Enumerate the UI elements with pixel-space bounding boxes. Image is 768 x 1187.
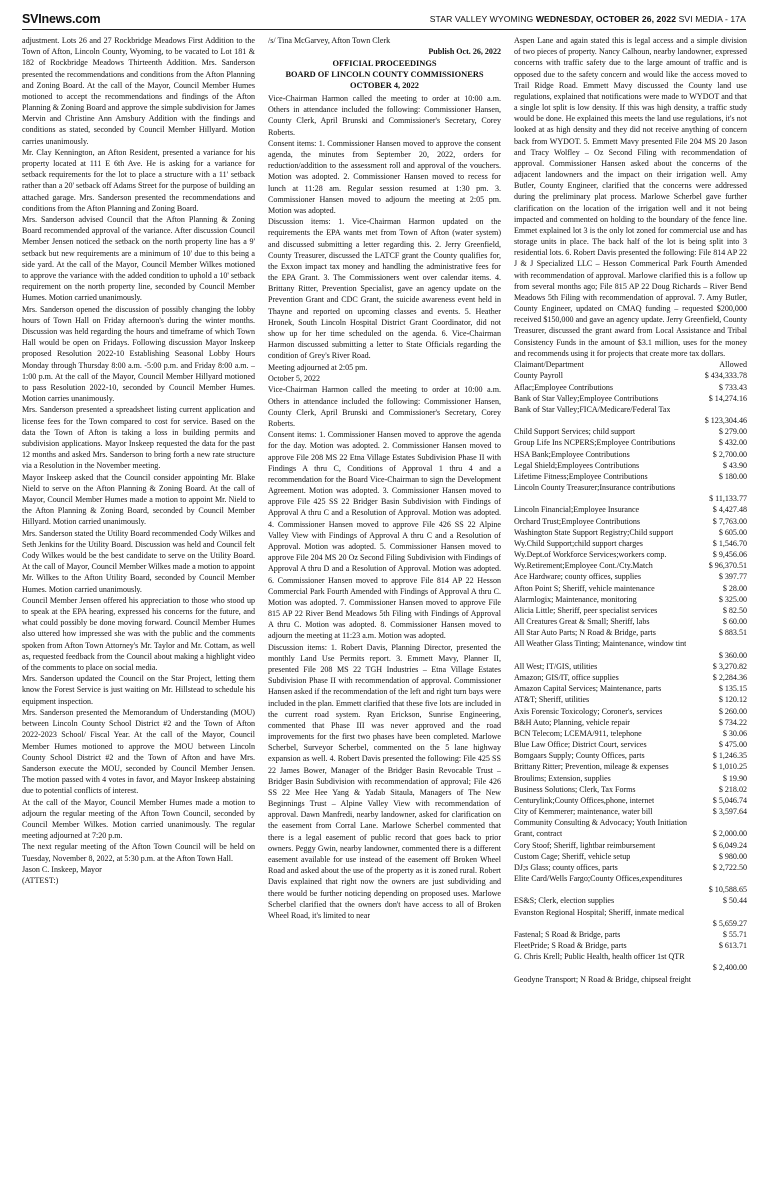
claim-name: Bank of Star Valley;FICA/Medicare/Federal Tax	[514, 404, 671, 414]
claim-row	[514, 940, 747, 951]
folio-section: SVI MEDIA - 17A	[678, 13, 746, 24]
publish-date: Publish Oct. 26, 2022	[428, 47, 501, 57]
claim-row	[514, 828, 747, 839]
claim-amount: $ 4,427.48	[712, 505, 747, 515]
claim-amount: $ 120.12	[718, 695, 747, 705]
claim-name: AT&T; Sheriff, utilities	[514, 695, 590, 705]
claim-amount: $ 980.00	[718, 851, 747, 861]
masthead	[22, 8, 746, 30]
claim-name: Axis Forensic Toxicology; Coroner's, services	[514, 706, 663, 716]
claim-name: Bank of Star Valley;Employee Contributions	[514, 393, 659, 403]
claims-header	[514, 359, 747, 370]
claims-list	[514, 359, 747, 985]
claim-row	[514, 717, 747, 728]
claim-name: Grant, contract	[514, 829, 563, 839]
claim-row	[514, 638, 747, 649]
claim-row	[514, 773, 747, 784]
claim-row	[514, 862, 747, 873]
claim-amount: $ 30.06	[722, 728, 747, 738]
claim-amount	[744, 482, 747, 493]
paragraph: Discussion items: 1. Vice-Chairman Harmon updated on the requirements the EPA wants met from Town of Afton (water system) and discussed submitting a letter regarding this. 2. Jerry Greenfield, County Treasurer, discussed the LATCF grant the County qualifies for, the Exxon impact tax money and handling the administrative fees for the EPA Grant. 3. The Commissioners went over calendar items. 4. Brittany Ritter, Prevention Specialist, gave an agency update on the Prevention Grant and CDC Grant, the suicide awareness event held in Thayne and reported on upcoming classes and events. 5. Heather Hronek, South Lincoln Hospital District Grant Coordinator, did not show up for her time scheduled on the agenda. 6. Vice-Chairman Harmon discussed submitting a letter to State Officials regarding the condition of Grey's River Road.	[268, 217, 501, 361]
claim-name: All Star Auto Parts; N Road & Bridge, parts	[514, 628, 656, 638]
claim-amount: $ 434,333.78	[704, 371, 747, 381]
claim-row	[514, 706, 747, 717]
claims-header-allowed: Allowed	[719, 360, 747, 370]
claim-row	[514, 784, 747, 795]
column-3	[514, 35, 747, 1177]
claim-amount: $ 218.02	[718, 784, 747, 794]
column-2	[268, 35, 501, 1177]
claim-amount: $ 2,722.50	[712, 862, 747, 872]
claim-name: City of Kemmerer; maintenance, water bill	[514, 807, 653, 817]
paragraph: Aspen Lane and again stated this is legal access and a simple division of two pieces of property. Nancy Calhoun, nearby landowner, expressed concerns with traffic safety due to the large amount of traffic and is opposed due to the safety concern and would like the access moved to Trail Ridge Road. Emmett Mavy discussed the County land use regulations, explained that notifications were made to WYDOT and that a single lot split is low density. If this was high density, a traffic study would be done. He explained this meets the land use regulations, it's not looked at as high density and they did not receive anything of concern back from WYDOT. 5. Emmett Mavy presented File 204 MS 20 Jason and Tracy Wolfley – Oz Second Filing with recommendation of approval. Commissioner Hansen asked about the concerns of the adjacent landowners and the impact on their irrigation well. Amy Butler, County Engineer, clarified that the concerns were addressed during the preliminary plat process. Marlowe Scherbel gave further clarification on the location of the irrigation well and it not being impacted and commented on holding to the boundary of the fence line. Emmet explained lot 3 is the only lot zoned for commercial use and has storage units in place. The back half of the lot is being split into 3 residential lots. 6. Robert Davis presented the following: File 814 AP 22 J & J Specialized LLC – Hesson Commerical Park Fourth Amended with recommendation of approval. Marlowe clarified this is a follow up from several months ago; File 815 AP 22 Doug Richards – River Bend Meadows 5th Filing with recommendation of approval. 7. Amy Butler, County Engineer, updated on CMAQ funding – requested $200,000 received $150,000 and gave an agency update. Jerry Greenfield, County Treasurer, discussed the grant award from Local Assistance and Tribal Consistency Funds in the amount of $3.1 million, uses for the money and recommends using it for projects that create more tax dollars.	[514, 36, 747, 358]
claim-row	[514, 549, 747, 560]
claim-row	[514, 594, 747, 605]
claim-amount: $ 96,370.51	[708, 561, 747, 571]
paragraph: Mrs. Sanderson stated the Utility Board recommended Cody Wilkes and Seth Jenkins for the Utility Board. Discussion was held and Council felt Cody Wilkes would be the best candidate to serve on the Utility Board. At the call of Mayor, Council Member Wilkes made a motion to appoint Mr. Wilkes to the Afton Utility Board, seconded by Council Member Humes. Motion carried unanimously.	[22, 528, 255, 594]
column-1	[22, 35, 255, 1177]
claim-row	[514, 404, 747, 415]
claim-amount: $ 279.00	[718, 427, 747, 437]
claim-amount: $ 6,049.24	[712, 840, 747, 850]
proceedings-continued	[514, 35, 747, 359]
claim-amount: $ 50.44	[722, 896, 747, 906]
claim-amount: $ 3,597.64	[712, 807, 747, 817]
claim-row	[514, 650, 747, 661]
claim-amount: $ 605.00	[718, 527, 747, 537]
folio-location: STAR VALLEY WYOMING	[429, 13, 534, 24]
paragraph: Vice-Chairman Harmon called the meeting to order at 10:00 a.m. Others in attendance included the following: Commissioner Hansen, County Clerk, April Brunski and Commissioner's Secretary, Corey Roberts.	[268, 385, 501, 428]
site-name[interactable]: SVInews.com	[22, 11, 101, 26]
page-folio	[430, 14, 746, 24]
claim-name: Fastenal; S Road & Bridge, parts	[514, 929, 621, 939]
clerk-signature: /s/ Tina McGarvey, Afton Town Clerk	[268, 36, 391, 45]
claim-name: DJ;s Glass; county offices, parts	[514, 862, 618, 872]
claim-amount: $ 325.00	[718, 594, 747, 604]
article-columns	[22, 35, 747, 1177]
claim-row	[514, 504, 747, 515]
claim-row	[514, 694, 747, 705]
heading-line-1: OFFICIAL PROCEEDINGS	[332, 58, 437, 68]
claim-amount: $ 883.51	[718, 628, 747, 638]
claim-row	[514, 583, 747, 594]
claim-row	[514, 627, 747, 638]
claim-amount: $ 260.00	[718, 706, 747, 716]
proceedings-heading	[268, 58, 501, 91]
claim-row	[514, 974, 747, 985]
claim-name: Lincoln Financial;Employee Insurance	[514, 505, 640, 515]
claim-amount: $ 475.00	[718, 740, 747, 750]
claim-row	[514, 851, 747, 862]
claim-name: Bomgaars Supply; County Offices, parts	[514, 751, 645, 761]
claim-name: Blue Law Office; District Court, services	[514, 740, 647, 750]
claim-row	[514, 571, 747, 582]
claim-amount: $ 9,456.06	[712, 550, 747, 560]
claim-name: All Creatures Great & Small; Sheriff, labs	[514, 617, 650, 627]
paragraph: Discussion items: 1. Robert Davis, Planning Director, presented the monthly Land Use Permits report. 3. Emmett Mavy, Planner II, presented File 208 MS 22 TGH Industries – Etna Village Estates Subdivision Phase II with recommendation of approval. Commissioner Hansen asked if the recommendation of the left and right turn bays were included in the plan. Emmett clarified that these five lots are included in the current road system. Ryan Erickson, Sunrise Engineering, commented that Phase III was never approved and the road improvements for the first two phases have been completed. Marlowe Scherbel, Surveyor Scherbel, commented on the 5 lane highway expansion as well. 4. Robert Davis presented the following: File 425 SS 22 James Bower, Manager of the Bridger Basin Revocable Trust – Bridger Basin Subdivision with recommendation of approval; File 426 SS 22 Mee Hee Yang & Yadab Sitaula, Managers of The New Beginnings Trust – Alpine Valley View with recommendation of approval. Dawn Manfredi, nearby landowner, asked for clarification on the easement from Corral Lane. Marlowe Scherbel commented that there is a legal easement of public record that goes back to prior owners. Peggy Gwin, nearby landowner, commented there is a different easement available for use instead of the easement off Broken Wheel Road and asked about the use of the property as it is zoned rural. Robert Davis explained that right now the owners are just subdividing and there would be further noticing depending on proposed uses. Marlowe Scherbel clarified that the owners don't have access to all of Broken Wheel Road, it's limited to near	[268, 642, 501, 920]
claim-amount: $ 1,246.35	[712, 751, 747, 761]
claim-name: Wy.Dept.of Workforce Services;workers comp.	[514, 550, 667, 560]
claim-name: Centurylink;County Offices,phone, internet	[514, 795, 655, 805]
folio-date: WEDNESDAY, OCTOBER 26, 2022	[535, 13, 677, 24]
claim-name: Wy.Child Support;child support charges	[514, 538, 643, 548]
claim-row	[514, 840, 747, 851]
claim-name: Evanston Regional Hospital; Sheriff, inmate medical	[514, 907, 685, 917]
claim-row	[514, 750, 747, 761]
claim-amount: $ 19.90	[722, 773, 747, 783]
claim-row	[514, 672, 747, 683]
claim-row	[514, 370, 747, 381]
paragraph: At the call of the Mayor, Council Member Humes made a motion to adjourn the regular meeting of the Afton Town Council, seconded by Council Member Wilkes. Motion carried unanimously. The regular meeting adjourned at 7:20 p.m.	[22, 797, 255, 841]
claim-amount: $ 7,763.00	[712, 516, 747, 526]
claim-amount: $ 1,010.25	[712, 762, 747, 772]
paragraph: October 5, 2022	[268, 374, 321, 384]
claim-amount: $ 10,588.65	[708, 885, 747, 895]
claim-amount: $ 55.71	[722, 929, 747, 939]
claim-amount	[744, 873, 747, 884]
claim-name: HSA Bank;Employee Contributions	[514, 449, 630, 459]
claim-name: Ace Hardware; county offices, supplies	[514, 572, 641, 582]
claim-amount: $ 397.77	[718, 572, 747, 582]
paragraph: Consent items: 1. Commissioner Hansen moved to approve the consent agenda, the minutes from September 20, 2022, orders for reduction/addition to the assessment roll and approval of the vouchers. Motion was adopted. 2. Commissioner Hansen moved to recess for lunch at 11:28 am. Regular session resumed at 1:30 pm. 3. Commissioner Hansen moved to adjourn the meeting at 2:05 pm. Motion was adopted.	[268, 138, 501, 215]
paragraph: Consent items: 1. Commissioner Hansen moved to approve the agenda for the day. Motion was adopted. 2. Commissioner Hansen moved to approve File 208 MS 22 Etna Village Estates Subdivision Phase II with Findings A thru C, Conditions of Approval 1 thru 4 and a recommendation for the Board Vice-Chairman to sign the Development Agreement. Motion was adopted. 3. Commissioner Hansen moved to approve File 425 SS 22 Bridger Basin Subdivision with Findings of Approval A thru C and a Resolution of Approval. Motion was adopted. 4. Commissioner Hansen moved to approve File 426 SS 22 Alpine Valley View with Findings of Approval A thru C and a Resolution of Approval. Motion was adopted. 5. Commissioner Hansen moved to approve File 204 MS 20 Oz Second Filing Subdivision with Findings of Approval A thru D and a Resolution of Approval. Motion was adopted. 6. Commissioner Hansen moved to approve File 814 AP 22 Hesson Commercial Park Fourth Amended with Findings of Approval A thru C. Motion was adopted. 7. Commissioner Hansen moved to approve File 815 AP 22 River Bend Meadows 5th Filing with Findings of Approval A thru C. Motion was adopted. 8. Commissioner Hansen moved to adjourn the meeting at 11:23 a.m. Motion was adopted.	[268, 430, 501, 641]
claim-name: Afton Point S; Sheriff, vehicle maintenance	[514, 583, 655, 593]
paragraph: Mrs. Sanderson presented the Memorandum of Understanding (MOU) between Lincoln County School District #2 and the Town of Afton 2022-2023 School/ Fiscal Year. At the call of the Mayor, Council Member Humes motioned to approve the MOU between Lincoln County School District #2 and the Town of Afton and have Mrs. Sanderson execute the MOU, seconded by Council Member Jensen. The motion passed with 4 votes in favor, and Mayor Inskeep abstaining due to potential conflicts of interest.	[22, 708, 255, 796]
claim-amount	[744, 817, 747, 828]
claim-row	[514, 795, 747, 806]
claim-amount: $ 734.22	[718, 717, 747, 727]
claim-name: All West; IT/GIS, utilities	[514, 661, 598, 671]
claim-name: ES&S; Clerk, election supplies	[514, 896, 615, 906]
claim-row	[514, 806, 747, 817]
claim-name: Elite Card/Wells Fargo;County Offices,expenditures	[514, 874, 683, 884]
claim-row	[514, 817, 747, 828]
claim-amount: $ 82.50	[722, 605, 747, 615]
claim-row	[514, 471, 747, 482]
paragraph: Jason C. Inskeep, Mayor	[22, 864, 102, 874]
claim-row	[514, 683, 747, 694]
claim-amount: $ 14,274.16	[708, 393, 747, 403]
paragraph: Mrs. Sanderson updated the Council on the Star Project, letting them know the Forest Service is just waiting on Mr. Hillstead to schedule his equipment inspection.	[22, 674, 255, 706]
claim-row	[514, 527, 747, 538]
claim-row	[514, 560, 747, 571]
claim-amount: $ 28.00	[722, 583, 747, 593]
claim-amount: $ 733.43	[718, 382, 747, 392]
claim-amount	[744, 951, 747, 962]
claim-name: Washington State Support Registry;Child support	[514, 527, 674, 537]
claim-name: Cory Stoof; Sheriff, lightbar reimbursement	[514, 840, 656, 850]
paragraph: Mrs. Sanderson presented a spreadsheet listing current application and license fees for the Town compared to cost for service. Based on the data the Town of Afton is taking a loss in building permits and subdivision applications. Mayor Inskeep requested the data for the past 12 months and asked Mrs. Sanderson to bring forth a new rate structure via a Resolution in the November meeting.	[22, 405, 255, 471]
claim-row	[514, 605, 747, 616]
claim-amount: $ 2,284.36	[712, 672, 747, 682]
claim-amount: $ 5,659.27	[712, 918, 747, 928]
claim-name: County Payroll	[514, 371, 563, 381]
claim-amount: $ 135.15	[718, 684, 747, 694]
claim-name: G. Chris Krell; Public Health, health officer 1st QTR	[514, 952, 685, 962]
paragraph: Meeting adjourned at 2:05 pm.	[268, 362, 368, 372]
claim-name: Wy.Retirement;Employee Cont./Cty.Match	[514, 561, 653, 571]
claim-row	[514, 761, 747, 772]
claim-name: Legal Shield;Employees Contributions	[514, 460, 640, 470]
claim-amount: $ 5,046.74	[712, 795, 747, 805]
claim-amount	[744, 404, 747, 415]
claim-amount: $ 180.00	[718, 471, 747, 481]
claim-row	[514, 929, 747, 940]
claim-name: FleetPride; S Road & Bridge, parts	[514, 941, 627, 951]
claim-row	[514, 516, 747, 527]
claim-name: Alarmlogix; Maintenance, monitoring	[514, 594, 637, 604]
paragraph: Mrs. Sanderson advised Council that the Afton Planning & Zoning Board recommended approval of the variance. After discussion Council Member Jensen noticed the setback on the north property line has a 9' setback but new requirements are a minimum of 10' due to this being a side yard. At the call of the Mayor, Council Member Wilkes motioned to approve the variance with the added condition to uphold a 10' setback requirement on the north property line, seconded by Council Member Humes. Motion carried unanimously.	[22, 215, 255, 303]
claim-row	[514, 382, 747, 393]
claim-amount: $ 2,400.00	[712, 963, 747, 973]
claims-header-claimant: Claimant/Department	[514, 360, 584, 370]
claim-name: Aflac;Employee Contributions	[514, 382, 614, 392]
claim-row	[514, 493, 747, 504]
claim-row	[514, 962, 747, 973]
claim-amount	[744, 638, 747, 649]
claim-row	[514, 739, 747, 750]
claim-amount: $ 2,000.00	[712, 829, 747, 839]
heading-line-2: BOARD OF LINCOLN COUNTY COMMISSIONERS	[285, 69, 484, 79]
claim-row	[514, 884, 747, 895]
claim-row	[514, 951, 747, 962]
claim-name: Group Life Ins NCPERS;Employee Contributions	[514, 438, 676, 448]
claim-amount: $ 432.00	[718, 438, 747, 448]
claim-name: All Weather Glass Tinting; Maintenance, window tint	[514, 639, 687, 649]
claim-name: Amazon; GIS/IT, office supplies	[514, 672, 619, 682]
claim-name: Brittany Ritter; Prevention, mileage & expenses	[514, 762, 669, 772]
claim-row	[514, 661, 747, 672]
paragraph: adjustment. Lots 26 and 27 Rockbridge Meadows First Addition to the Town of Afton, Lincoln County, Wyoming, to be vacated to Lot 181 & 182 of Rockbridge Meadows Thirteenth Addition. Mrs. Sanderson presented the recommendations and conditions from the Afton Planning and Zoning Board. At the call of the Mayor, Council Member Humes motioned to accept the recommendations and findings of the Afton Planning & Zoning Board and approve the simple subdivision for James Mervin and Christine Ann Amsbury Addition with the findings and conditions as stated, seconded by Council Member Hillyard. Motion carries unanimously.	[22, 36, 255, 146]
claim-amount: $ 11,133.77	[709, 494, 747, 504]
claim-row	[514, 482, 747, 493]
claim-name: Alicia Little; Sheriff, peer specialist services	[514, 605, 658, 615]
claim-row	[514, 415, 747, 426]
claim-amount: $ 1,546.70	[712, 538, 747, 548]
paragraph: Council Member Jensen offered his appreciation to those who stood up to speak at the EPA hearing, expressed his concerns for the future, and what could possibly be done moving forward. Council Member Humes also uttered how impressed she was with the public and the comments spoken from Afton Town Attorney's Mr. Taylor and Mr. Cottam, as well as, requested feedback from the Council about making a highlight video of the comments to place on social media.	[22, 595, 255, 672]
claim-row	[514, 907, 747, 918]
claim-name: BCN Telecom; LCEMA/911, telephone	[514, 728, 642, 738]
claim-row	[514, 449, 747, 460]
claim-name: B&H Auto; Planning, vehicle repair	[514, 717, 630, 727]
paragraph: The next regular meeting of the Afton Town Council will be held on Tuesday, November 8, 2022, at 5:30 p.m. at the Afton Town Hall.	[22, 842, 255, 863]
claim-row	[514, 728, 747, 739]
heading-line-3: OCTOBER 4, 2022	[350, 80, 419, 90]
paragraph: Vice-Chairman Harmon called the meeting to order at 10:00 a.m. Others in attendance included the following: Commissioner Hansen, County Clerk, April Brunski and Commissioner's Secretary, Corey Roberts.	[268, 94, 501, 137]
paragraph: Mr. Clay Kennington, an Afton Resident, presented a variance for his property located at 111 E 6th Ave. He is asking for a variance for setback requirements for the lot to place a structure with a 11' setback rather than a 20' setback off Adams Street for the purpose of building an attached garage. Mrs. Sanderson presented the recommendations and conditions from the Afton Planning and Zoning Board.	[22, 147, 255, 213]
claim-amount: $ 43.90	[722, 460, 747, 470]
claim-amount	[744, 974, 747, 985]
claim-row	[514, 538, 747, 549]
claim-name: Business Solutions; Clerk, Tax Forms	[514, 784, 636, 794]
claim-amount: $ 3,270.82	[712, 661, 747, 671]
claim-name: Custom Cage; Sheriff, vehicle setup	[514, 851, 631, 861]
claim-amount: $ 2,700.00	[712, 449, 747, 459]
claim-name: Lincoln County Treasurer;Insurance contributions	[514, 483, 676, 493]
claim-row	[514, 873, 747, 884]
claim-amount: $ 613.71	[718, 941, 747, 951]
claim-name: Child Support Services; child support	[514, 427, 636, 437]
claim-name: Lifetime Fitness;Employee Contributions	[514, 471, 648, 481]
claim-row	[514, 918, 747, 929]
claim-name: Geodyne Transport; N Road & Bridge, chipseal freight	[514, 974, 692, 984]
claim-row	[514, 895, 747, 906]
claim-row	[514, 616, 747, 627]
claim-name: Amazon Capital Services; Maintenance, parts	[514, 684, 662, 694]
claim-amount: $ 60.00	[722, 617, 747, 627]
claim-amount: $ 123,304.46	[704, 416, 747, 426]
paragraph: Mayor Inskeep asked that the Council consider appointing Mr. Blake Nield to serve on the Afton Planning & Zoning Board. At the call of Mayor, Council Member Humes made a motion to appoint Mr. Nield to the Afton Planning & Zoning Board, seconded by Council Member Hillyard. Motion carried unanimously.	[22, 472, 255, 527]
claim-row	[514, 426, 747, 437]
claim-name: Broulims; Extension, supplies	[514, 773, 611, 783]
claim-amount: $ 360.00	[718, 650, 747, 660]
claim-name: Community Consulting & Advocacy; Youth Initiation	[514, 818, 688, 828]
paragraph: (ATTEST:)	[22, 876, 59, 886]
claim-row	[514, 460, 747, 471]
claim-row	[514, 393, 747, 404]
claim-name: Orchard Trust;Employee Contributions	[514, 516, 641, 526]
paragraph: Mrs. Sanderson opened the discussion of possibly changing the lobby hours of Town Hall on Friday afternoon's during the winter months. Discussion was held regarding the hours and timeframe of which Town Hall would be open on Fridays. Following discussion Mayor Inskeep proposed Resolution 2022-10 Establishing Seasonal Lobby Hours Monday through Thursday 8:00 a.m. -5:00 p.m. and Friday 8:00 a.m. – 1:00 p.m. At the call of the Mayor, Council Member Hillyard motioned to pass Resolution 2022-10, seconded by Council Member Humes. Motion carries unanimously.	[22, 304, 255, 404]
claim-amount	[744, 907, 747, 918]
claim-row	[514, 437, 747, 448]
proceedings-body	[268, 93, 501, 921]
